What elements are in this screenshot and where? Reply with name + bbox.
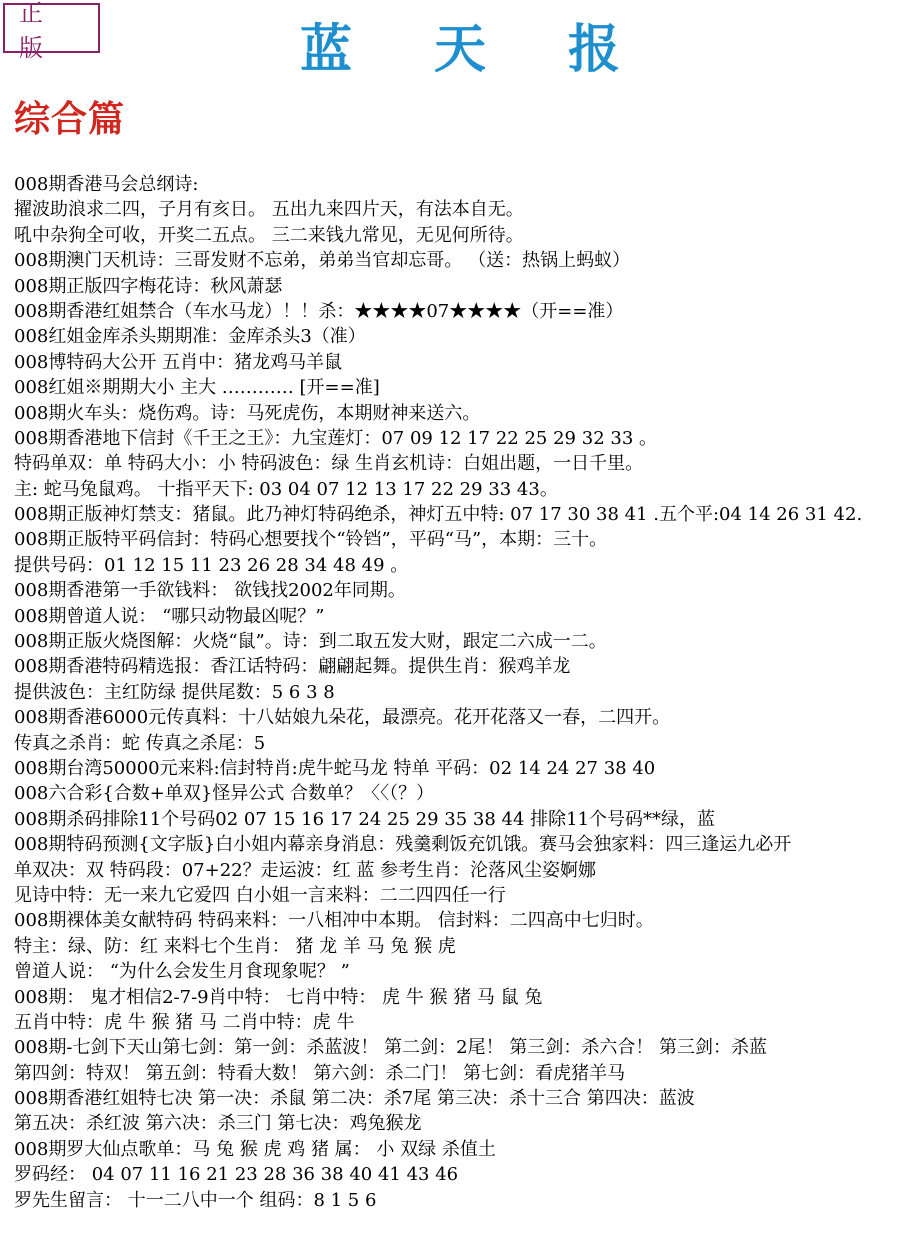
text-line: 008期： 鬼才相信2-7-9肖中特： 七肖中特： 虎 牛 猴 猪 马 鼠 兔 — [14, 986, 543, 1008]
text-line: 传真之杀肖：蛇 传真之杀尾：5 — [14, 732, 266, 754]
section-title: 综合篇 — [14, 98, 126, 140]
text-line: 008红姐※期期大小 主大 ………… [开==准] — [14, 377, 380, 399]
text-line: 008红姐金库杀头期期准：金库杀头3（准） — [14, 326, 366, 348]
text-line: 第五决：杀红波 第六决：杀三门 第七决：鸡兔猴龙 — [14, 1113, 422, 1135]
masthead-title — [300, 18, 620, 82]
masthead-char: 天 — [433, 19, 486, 80]
text-line: 008六合彩{合数+单双}怪异公式 合数单？〈〈（？） — [14, 783, 435, 805]
text-line: 008期正版特平码信封：特码心想要找个“铃铛”，平码“马”，本期：三十。 — [14, 529, 608, 551]
text-line: 吼中杂狗全可收，开奖二五点。 三二来钱九常见，无见何所待。 — [14, 224, 524, 246]
masthead-char: 蓝 — [300, 19, 353, 80]
text-line: 提供波色：主红防绿 提供尾数：5 6 3 8 — [14, 681, 335, 703]
text-line: 008期正版神灯禁支：猪鼠。此乃神灯特码绝杀，神灯五中特: 07 17 30 38 41 .五个平:04 14 26 31 42. — [14, 504, 863, 526]
text-line: 008期澳门天机诗：三哥发财不忘弟，弟弟当官却忘哥。 （送：热锅上蚂蚁） — [14, 250, 631, 272]
text-line: 008期正版四字梅花诗：秋风萧瑟 — [14, 275, 283, 297]
text-line: 罗码经： 04 07 11 16 21 23 28 36 38 40 41 43 46 — [14, 1164, 459, 1186]
text-line: 曾道人说： “为什么会发生月食现象呢？ ” — [14, 961, 350, 983]
text-line: 特主：绿、防：红 来料七个生肖： 猪 龙 羊 马 兔 猴 虎 — [14, 935, 456, 957]
text-line: 008期香港6000元传真料：十八姑娘九朵花，最漂亮。花开花落又一春，二四开。 — [14, 707, 671, 729]
text-line: 008期香港红姐特七决 第一决：杀鼠 第二决：杀7尾 第三决：杀十三合 第四决：蓝波 — [14, 1088, 695, 1110]
text-line: 008期火车头：烧伤鸡。诗：马死虎伤，本期财神来送六。 — [14, 402, 481, 424]
content-body — [14, 172, 898, 1213]
text-line: 五肖中特：虎 牛 猴 猪 马 二肖中特：虎 牛 — [14, 1011, 355, 1033]
edition-badge: 正 版 — [3, 3, 100, 53]
text-line: 008博特码大公开 五肖中：猪龙鸡马羊鼠 — [14, 351, 343, 373]
text-line: 008期裸体美女献特码 特码来料：一八相冲中本期。 信封料：二四高中七归时。 — [14, 910, 654, 932]
text-line: 008期台湾50000元来料:信封特肖:虎牛蛇马龙 特单 平码：02 14 24 27 38 40 — [14, 757, 656, 779]
text-line: 第四剑：特双！ 第五剑：特看大数！ 第六剑：杀二门！ 第七剑：看虎猪羊马 — [14, 1062, 626, 1084]
masthead-char: 报 — [567, 19, 620, 80]
text-line: 008期曾道人说： “哪只动物最凶呢？” — [14, 605, 325, 627]
text-line: 擢波助浪求二四，子月有亥日。 五出九来四片天，有法本自无。 — [14, 199, 524, 221]
text-line: 008期杀码排除11个号码02 07 15 16 17 24 25 29 35 38 44 排除11个号码**绿，蓝 — [14, 808, 716, 830]
text-line: 008期香港马会总纲诗: — [14, 174, 199, 195]
text-line: 见诗中特：无一来九它爱四 白小姐一言来料：二二四四任一行 — [14, 884, 506, 906]
text-line: 008期罗大仙点歌单：马 兔 猴 虎 鸡 猪 属： 小 双绿 杀值土 — [14, 1138, 496, 1160]
text-line: 008期正版火烧图解：火烧“鼠”。诗：到二取五发大财，跟定二六成一二。 — [14, 631, 607, 653]
text-line: 008期-七剑下天山第七剑：第一剑：杀蓝波！ 第二剑：2尾！ 第三剑：杀六合！ 第三剑：杀蓝 — [14, 1037, 768, 1059]
text-line: 提供号码：01 12 15 11 23 26 28 34 48 49 。 — [14, 554, 409, 576]
text-line: 罗先生留言： 十一二八中一个 组码：8 1 5 6 — [14, 1189, 377, 1211]
text-line: 008期香港地下信封《千王之王》：九宝莲灯：07 09 12 17 22 25 29 32 33 。 — [14, 427, 657, 449]
text-line: 008期香港第一手欲钱料： 欲钱找2002年同期。 — [14, 580, 406, 602]
text-line: 单双决：双 特码段：07+22？走运波：红 蓝 参考生肖：沦落风尘姿婀娜 — [14, 859, 597, 881]
text-line: 特码单双：单 特码大小：小 特码波色：绿 生肖玄机诗：白姐出题，一日千里。 — [14, 453, 644, 475]
text-line: 主: 蛇马兔鼠鸡。 十指平天下: 03 04 07 12 13 17 22 29 33 43。 — [14, 478, 558, 500]
text-line: 008期香港红姐禁合（车水马龙）！！杀：★★★★07★★★★（开==准） — [14, 300, 624, 322]
text-line: 008期特码预测{文字版}白小姐内幕亲身消息：残羹剩饭充饥饿。赛马会独家料：四三逢运九必开 — [14, 834, 792, 856]
text-line: 008期香港特码精选报：香江话特码：翩翩起舞。提供生肖：猴鸡羊龙 — [14, 656, 571, 678]
